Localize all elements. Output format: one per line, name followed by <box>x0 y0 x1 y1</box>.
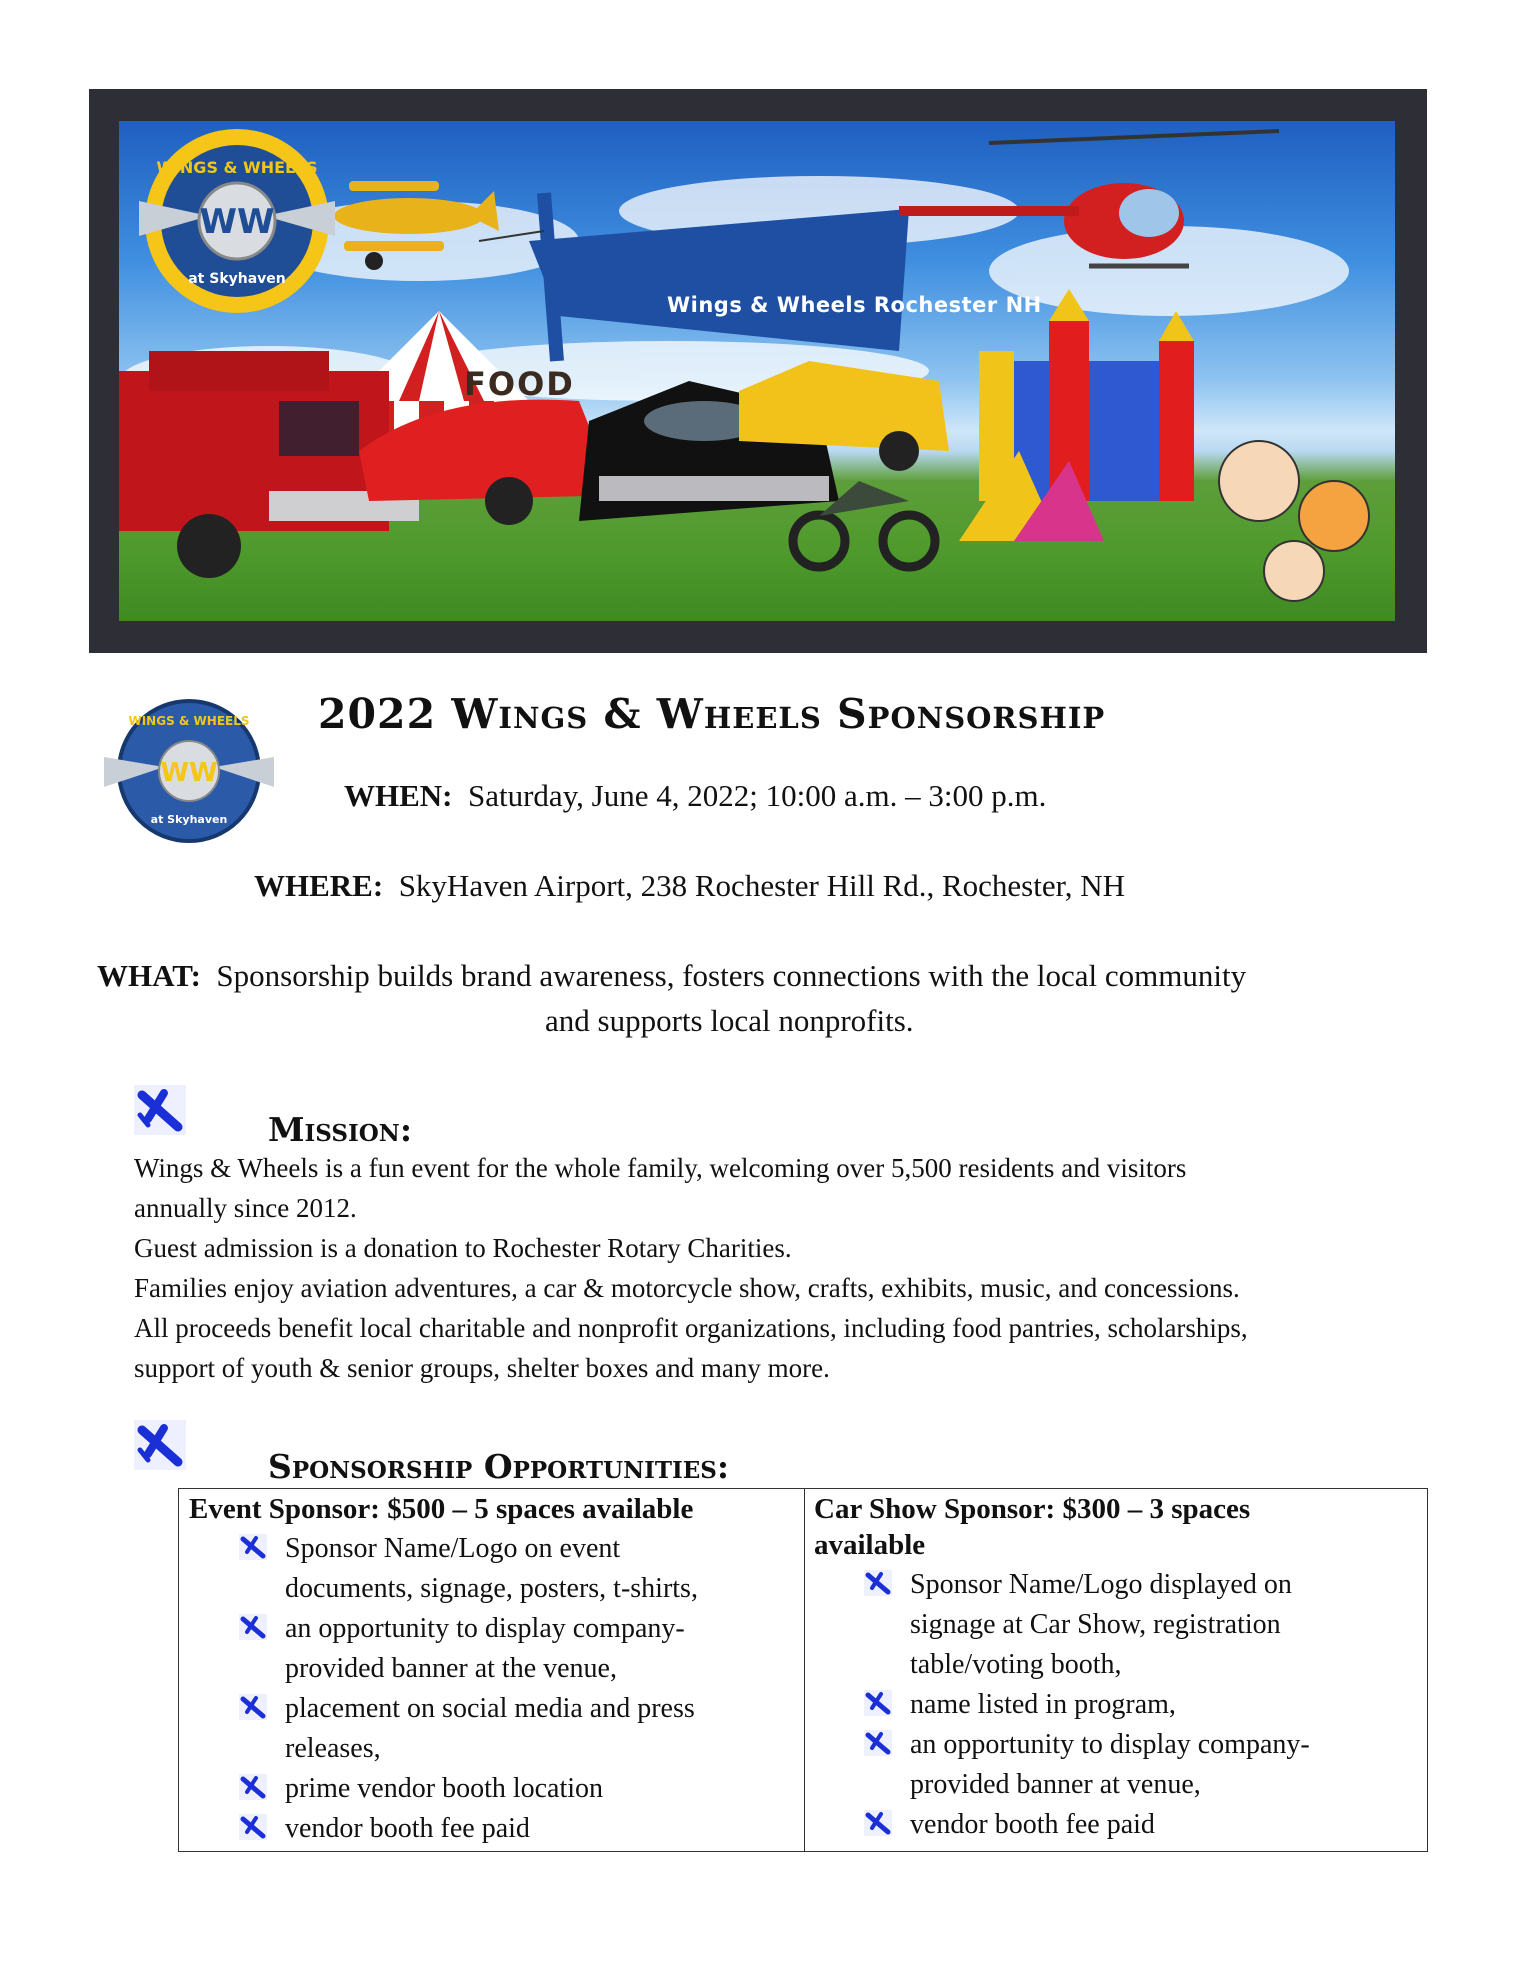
list-item <box>864 1725 1427 1805</box>
item-text: vendor booth fee paid <box>910 1809 1155 1840</box>
event-sponsor-header: Event Sponsor: $500 – 5 spaces available <box>189 1493 694 1525</box>
mission-line: Wings & Wheels is a fun event for the whole family, welcoming over 5,500 residents and visitors <box>134 1153 1187 1183</box>
airplane-bullet-icon <box>239 1614 267 1640</box>
item-text: signage at Car Show, registration <box>910 1609 1281 1640</box>
mission-line: annually since 2012. <box>134 1193 357 1223</box>
where-label: WHERE: <box>254 868 384 903</box>
car-show-sponsor-list <box>804 1565 1427 1845</box>
banner-logo-arc-top: WINGS & WHEELS <box>156 158 318 177</box>
list-item <box>864 1685 1427 1725</box>
what-label: WHAT: <box>97 958 201 993</box>
mission-line: Families enjoy aviation adventures, a car & motorcycle show, crafts, exhibits, music, and concessions. <box>134 1273 1240 1303</box>
food-tent-text: FOOD <box>464 365 575 403</box>
car-show-header-line: Car Show Sponsor: $300 – 3 spaces <box>814 1493 1251 1525</box>
car-show-sponsor-header <box>804 1489 1427 1563</box>
airplane-icon <box>134 1085 186 1135</box>
item-text: vendor booth fee paid <box>285 1813 530 1844</box>
event-banner <box>89 89 1427 653</box>
event-sponsor-list <box>179 1529 804 1849</box>
item-text: provided banner at the venue, <box>285 1653 617 1684</box>
event-sponsor-column <box>179 1489 805 1851</box>
streamer-text: Wings & Wheels Rochester NH <box>667 293 1042 317</box>
banner-logo-arc-bottom: at Skyhaven <box>188 271 286 287</box>
small-logo-arc-top: WINGS & WHEELS <box>128 714 250 728</box>
small-logo-monogram: WW <box>160 758 218 788</box>
list-item <box>239 1689 804 1769</box>
where-line <box>254 868 1125 904</box>
where-value: SkyHaven Airport, 238 Rochester Hill Rd., Rochester, NH <box>398 868 1125 903</box>
airplane-bullet-icon <box>864 1730 892 1756</box>
airplane-bullet-icon <box>239 1814 267 1840</box>
banner-illustration <box>119 121 1395 621</box>
sponsorship-table <box>178 1488 1428 1852</box>
what-line <box>97 958 1246 994</box>
item-text: documents, signage, posters, t-shirts, <box>285 1573 698 1604</box>
small-logo-arc-bottom: at Skyhaven <box>150 813 228 826</box>
list-item <box>239 1769 804 1809</box>
when-value: Saturday, June 4, 2022; 10:00 a.m. – 3:00 p.m. <box>468 778 1047 813</box>
mission-line: support of youth & senior groups, shelter boxes and many more. <box>134 1353 830 1383</box>
list-item <box>239 1809 804 1849</box>
item-text: prime vendor booth location <box>285 1773 604 1804</box>
banner-scene <box>119 121 1395 621</box>
banner-logo-monogram: WW <box>199 202 275 242</box>
when-label: WHEN: <box>344 778 453 813</box>
what-line-2: and supports local nonprofits. <box>545 1003 914 1038</box>
list-item <box>239 1609 804 1689</box>
item-text: releases, <box>285 1733 381 1764</box>
item-text: Sponsor Name/Logo displayed on <box>910 1569 1292 1600</box>
mission-line: All proceeds benefit local charitable and nonprofit organizations, including food pantries, scholarships, <box>134 1313 1248 1343</box>
item-text: name listed in program, <box>910 1689 1176 1720</box>
item-text: an opportunity to display company- <box>910 1729 1310 1760</box>
item-text: provided banner at venue, <box>910 1769 1201 1800</box>
bounce-house <box>959 289 1194 541</box>
mission-heading: Mission: <box>268 1110 413 1149</box>
kids-cartoon <box>1219 441 1369 601</box>
car-show-header-line: available <box>814 1529 926 1561</box>
page-title: 2022 Wings & Wheels Sponsorship <box>318 690 1106 738</box>
mission-body <box>134 1148 1434 1388</box>
opportunities-heading: Sponsorship Opportunities: <box>268 1447 730 1486</box>
list-item <box>239 1529 804 1609</box>
item-text: table/voting booth, <box>910 1649 1122 1680</box>
item-text: Sponsor Name/Logo on event <box>285 1533 621 1564</box>
mission-line: Guest admission is a donation to Rochester Rotary Charities. <box>134 1233 792 1263</box>
item-text: placement on social media and press <box>285 1693 695 1724</box>
what-value: Sponsorship builds brand awareness, fosters connections with the local community <box>216 958 1247 993</box>
airplane-bullet-icon <box>864 1810 892 1836</box>
airplane-bullet-icon <box>239 1774 267 1800</box>
list-item <box>864 1805 1427 1845</box>
when-line <box>344 778 1046 814</box>
airplane-icon <box>134 1420 186 1470</box>
airplane-bullet-icon <box>239 1534 267 1560</box>
airplane-bullet-icon <box>239 1694 267 1720</box>
item-text: an opportunity to display company- <box>285 1613 685 1644</box>
airplane-bullet-icon <box>864 1690 892 1716</box>
wings-wheels-logo <box>104 695 274 847</box>
list-item <box>864 1565 1427 1685</box>
airplane-bullet-icon <box>864 1570 892 1596</box>
car-show-sponsor-column <box>804 1489 1427 1851</box>
